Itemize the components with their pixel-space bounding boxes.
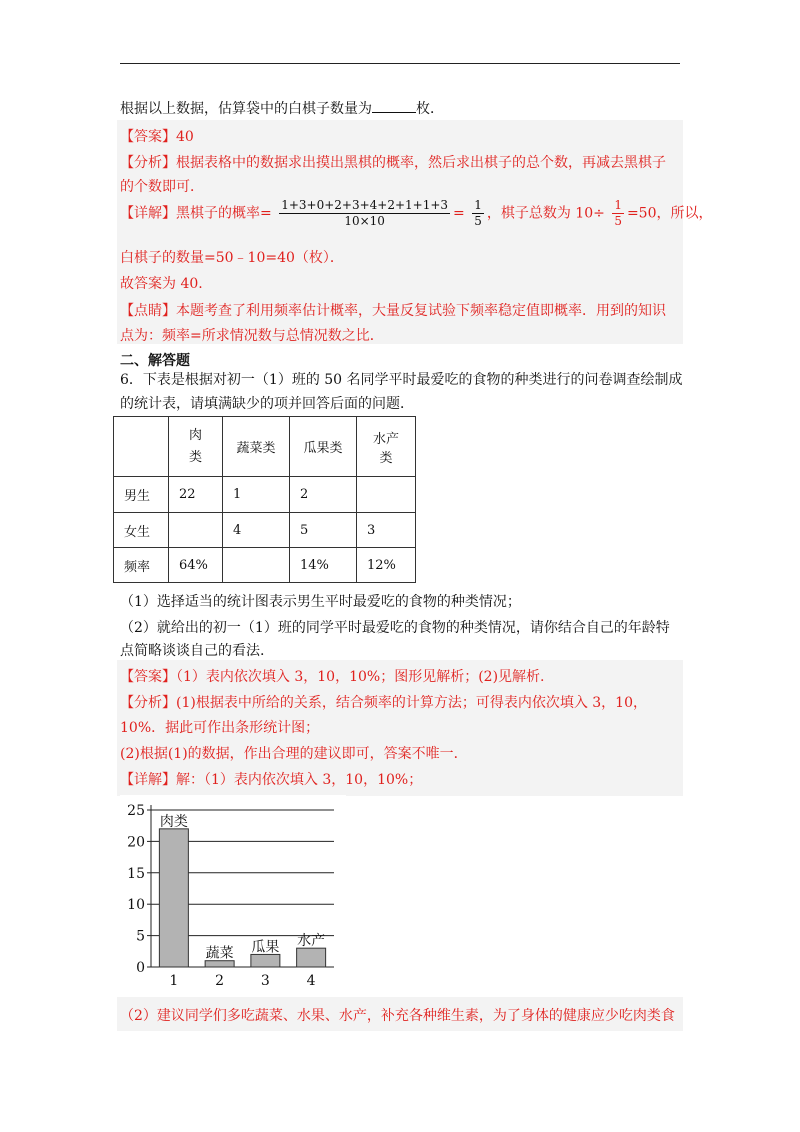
- bar-label: 瓜果: [251, 939, 280, 956]
- q6-answer: [120, 666, 544, 686]
- answer-tag: 【答案】: [120, 669, 176, 685]
- q5-question: [120, 98, 444, 118]
- section-title: 二、解答题: [120, 353, 190, 369]
- answer-value: （1）表内依次填入 3，10，10%；图形见解析；(2)见解析.: [176, 669, 545, 685]
- x-tick-label: 1: [169, 973, 179, 989]
- bar-chart-container: [120, 795, 346, 997]
- answer-tag: 【答案】: [120, 129, 176, 145]
- q6-analysis-line-2: 10%．据此可作出条形统计图；: [120, 720, 320, 736]
- analysis-tag: 【分析】: [120, 155, 176, 171]
- food-stats-table: [113, 416, 416, 583]
- q5-comment-line-2: 点为：频率=所求情况数与总情况数之比．: [120, 328, 384, 344]
- table-header-cell: 水产类: [357, 417, 416, 477]
- table-row: [114, 548, 416, 583]
- q5-detail-line-3: 故答案为 40.: [120, 276, 203, 292]
- fraction-numerator: 1: [474, 198, 482, 212]
- q6-line-2: 的统计表，请填满缺少的项并回答后面的问题．: [120, 396, 414, 412]
- fraction-denominator: 5: [474, 214, 482, 228]
- table-header-cell: 瓜果类: [290, 417, 357, 477]
- fraction-denominator: 5: [614, 214, 622, 228]
- table-cell: [357, 477, 416, 513]
- q6-analysis-line-1: [120, 692, 647, 712]
- detail-text-post: =50，所以，: [626, 205, 713, 222]
- q6-sub-question-2-line-1: （2）就给出的初一（1）班的同学平时最爱吃的食物的种类情况，请你结合自己的年龄特: [120, 620, 670, 636]
- analysis-text: 根据表格中的数据求出摸出黑棋的概率，然后求出棋子的总个数，再减去黑棋子: [176, 155, 666, 171]
- q6-sub-question-2-line-2: 点简略谈谈自己的看法.: [120, 643, 265, 659]
- table-row: [114, 477, 416, 513]
- fraction-numerator: 1: [614, 198, 622, 212]
- x-tick-label: 2: [215, 973, 225, 989]
- fraction-probability: [279, 198, 450, 229]
- q6-detail: [120, 769, 422, 789]
- x-tick-label: 3: [260, 973, 270, 989]
- table-cell: 12%: [357, 548, 416, 583]
- table-cell: 频率: [114, 548, 169, 583]
- equals-sign: =: [453, 205, 465, 222]
- bar-label: 水产: [297, 933, 326, 950]
- detail-tag: 【详解】: [120, 205, 176, 222]
- table-header-cell: 肉 类: [169, 417, 223, 477]
- comment-text: 本题考查了利用频率估计概率，大量反复试验下频率稳定值即概率．用到的知识: [176, 303, 666, 319]
- y-tick-label: 5: [136, 928, 145, 945]
- table-cell: 2: [290, 477, 357, 513]
- table-cell: [223, 548, 290, 583]
- bar: [159, 829, 188, 967]
- fraction-one-fifth-total: [612, 198, 624, 229]
- table-cell: 男生: [114, 477, 169, 513]
- table-cell: 3: [357, 513, 416, 548]
- bar: [297, 948, 326, 967]
- q5-question-end: 枚．: [416, 101, 444, 117]
- table-cell: 5: [290, 513, 357, 548]
- detail-text: 解：（1）表内依次填入 3，10，10%；: [176, 772, 423, 788]
- table-cell: [169, 513, 223, 548]
- table-cell: 4: [223, 513, 290, 548]
- header-rule: [120, 63, 680, 64]
- q5-answer: [120, 126, 194, 146]
- detail-tag: 【详解】: [120, 772, 176, 788]
- detail-text: 黑棋子的概率=: [176, 205, 272, 222]
- table-cell: 64%: [169, 548, 223, 583]
- table-header-cell: 蔬菜类: [223, 417, 290, 477]
- bar-label: 蔬菜: [205, 945, 234, 962]
- bar-label: 肉类: [159, 813, 188, 830]
- y-tick-label: 20: [127, 834, 145, 851]
- q6-sub-question-1: （1）选择适当的统计图表示男生平时最爱吃的食物的种类情况；: [120, 594, 521, 610]
- answer-blank: [372, 100, 416, 113]
- q5-analysis-line-1: [120, 152, 666, 172]
- q5-detail-line-2: 白棋子的数量=50﹣10=40（枚）．: [120, 250, 344, 266]
- analysis-tag: 【分析】: [120, 695, 176, 711]
- q5-question-text: 根据以上数据，估算袋中的白棋子数量为: [120, 101, 372, 117]
- comment-tag: 【点睛】: [120, 303, 176, 319]
- table-row: [114, 513, 416, 548]
- table-cell: 22: [169, 477, 223, 513]
- table-cell: 1: [223, 477, 290, 513]
- q6-line-1: 6．下表是根据对初一（1）班的 50 名同学平时最爱吃的食物的种类进行的问卷调查绘制成: [120, 372, 683, 388]
- y-tick-label: 10: [127, 897, 145, 914]
- x-tick-label: 4: [306, 973, 316, 989]
- q6-analysis-line-3: (2)根据(1)的数据，作出合理的建议即可，答案不唯一．: [120, 746, 468, 762]
- y-tick-label: 0: [136, 960, 145, 976]
- y-tick-label: 25: [127, 803, 145, 819]
- detail-text-mid: ，棋子总数为 10÷: [486, 205, 605, 222]
- answer-value: 40: [176, 129, 194, 145]
- q6-part2-advice: （2）建议同学们多吃蔬菜、水果、水产，补充各种维生素，为了身体的健康应少吃肉类食: [120, 1008, 675, 1024]
- q5-detail-formula: [120, 198, 713, 229]
- bar-chart: [120, 795, 346, 997]
- q5-analysis-line-2: 的个数即可．: [120, 179, 204, 195]
- analysis-text: (1)根据表中所给的关系，结合频率的计算方法；可得表内依次填入 3，10，: [176, 695, 648, 711]
- fraction-denominator: 10×10: [344, 214, 385, 228]
- fraction-one-fifth: [472, 198, 484, 229]
- q5-comment-line-1: [120, 300, 666, 320]
- table-cell: 女生: [114, 513, 169, 548]
- table-cell: 14%: [290, 548, 357, 583]
- table-corner-cell: [114, 417, 169, 477]
- bar: [251, 954, 280, 967]
- table-header-row: [114, 417, 416, 477]
- y-tick-label: 15: [127, 865, 145, 882]
- fraction-numerator: 1+3+0+2+3+4+2+1+1+3: [281, 198, 449, 212]
